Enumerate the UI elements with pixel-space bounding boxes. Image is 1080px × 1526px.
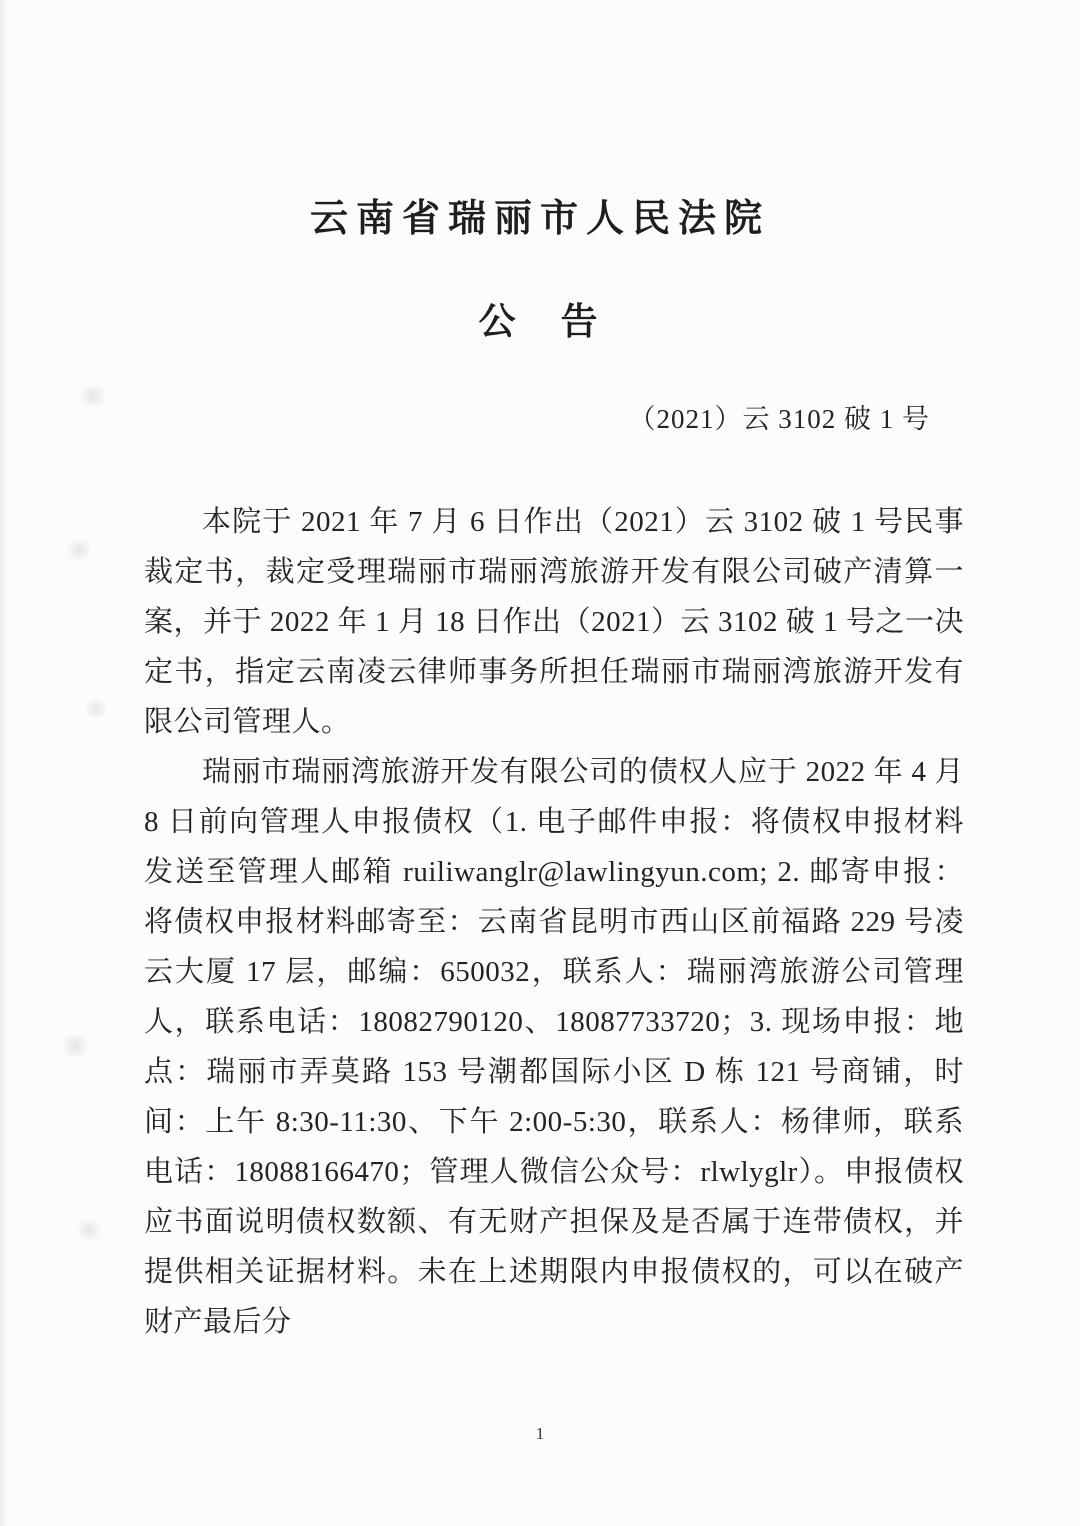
case-number: （2021）云 3102 破 1 号	[628, 404, 930, 434]
announcement-title: 公 告	[478, 302, 602, 343]
paragraph-claim-declaration: 瑞丽市瑞丽湾旅游开发有限公司的债权人应于 2022 年 4 月 8 日前向管理人申报债权（1. 电子邮件申报：将债权申报材料发送至管理人邮箱 ruiliwanglr@lawlingyun.com; 2. 邮寄申报：将债权申报材料邮寄至：云南省昆明市西山区前福路 229 号凌云大厦 17 层，邮编：650032，联系人：瑞丽湾旅游公司管理人，联系电话：18082790120、18087733720；3. 现场申报：地点：瑞丽市弄莫路 153 号潮都国际小区 D 栋 121 号商铺，时间：上午 8:30-11:30、下午 2:00-5:30，联系人：杨律师，联系电话：18088166470；管理人微信公众号：rlwlyglr）。申报债权应书面说明债权数额、有无财产担保及是否属于连带债权，并提供相关证据材料。未在上述期限内申报债权的，可以在破产财产最后分	[144, 755, 964, 1338]
scan-artifact	[76, 385, 110, 407]
document-body	[0, 497, 1080, 1347]
paragraph-ruling: 本院于 2021 年 7 月 6 日作出（2021）云 3102 破 1 号民事裁定书，裁定受理瑞丽市瑞丽湾旅游开发有限公司破产清算一案，并于 2022 年 1 月 18 日作出（2021）云 3102 破 1 号之一决定书，指定云南凌云律师事务所担任瑞丽市瑞丽湾旅游开发有限公司管理人。	[144, 505, 964, 738]
court-title: 云南省瑞丽市人民法院	[309, 198, 770, 240]
page-number: 1	[535, 1424, 545, 1443]
